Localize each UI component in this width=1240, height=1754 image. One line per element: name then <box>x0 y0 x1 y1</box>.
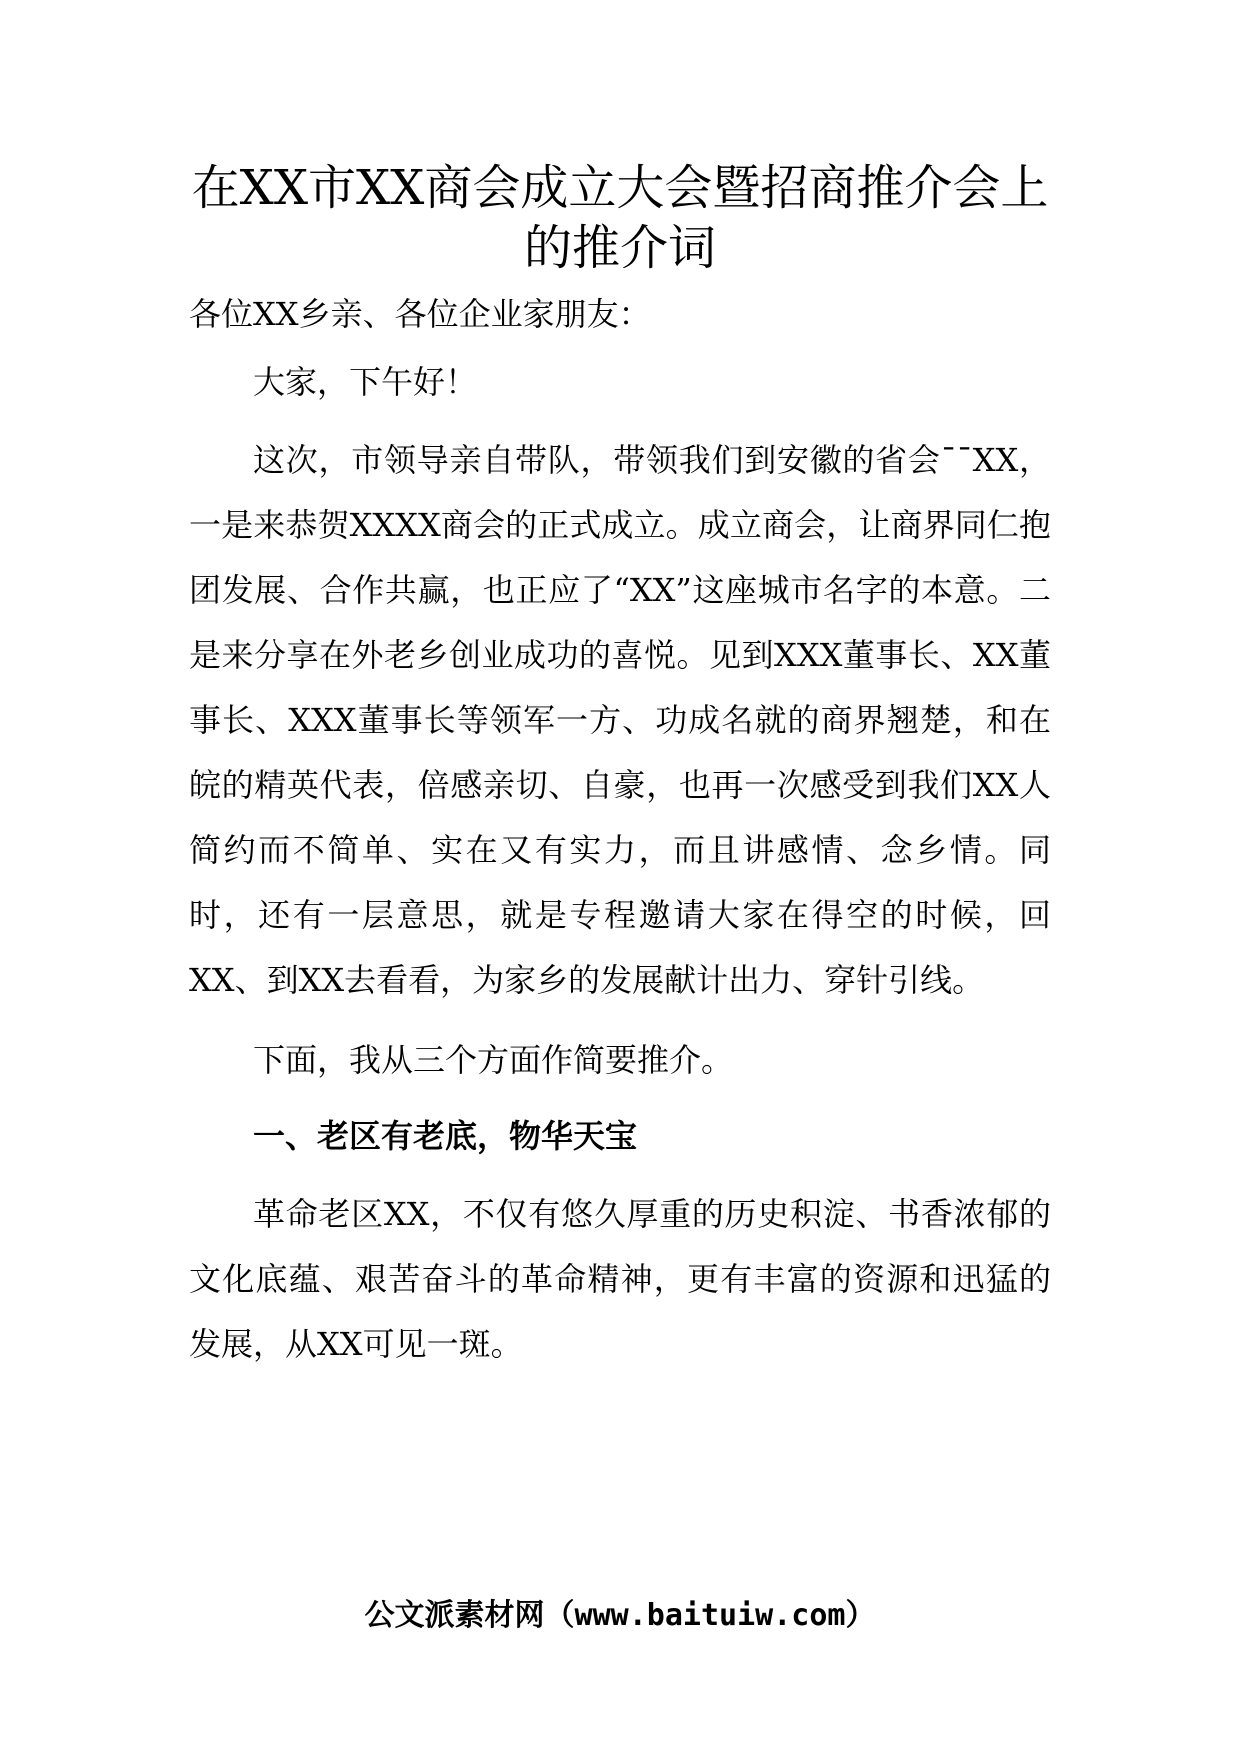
body-paragraph-2: 下面，我从三个方面作简要推介。 <box>253 1041 734 1079</box>
salutation: 各位XX乡亲、各位企业家朋友： <box>189 295 651 333</box>
document-title: 在XX市XX商会成立大会暨招商推介会上的推介词 <box>191 160 1049 276</box>
footer-open-paren: （ <box>544 1598 575 1633</box>
footer-watermark <box>0 1596 1240 1636</box>
footer-url: www.baituiw.com <box>574 1598 846 1633</box>
footer-close-paren: ） <box>845 1598 876 1633</box>
body-paragraph-3: 革命老区XX，不仅有悠久厚重的历史积淀、书香浓郁的文化底蕴、艰苦奋斗的革命精神，更有丰富的资源和迅猛的发展，从XX可见一斑。 <box>189 1195 1051 1363</box>
section-heading-1: 一、老区有老底，物华天宝 <box>253 1117 638 1155</box>
body-paragraph-1: 这次，市领导亲自带队，带领我们到安徽的省会¯¯XX，一是来恭贺XXXX商会的正式成立。成立商会，让商界同仁抱团发展、合作共赢，也正应了“XX”这座城市名字的本意。二是来分享在外老乡创业成功的喜悦。见到XXX董事长、XX董事长、XXX董事长等领军一方、功成名就的商界翘楚，和在皖的精英代表，倍感亲切、自豪，也再一次感受到我们XX人简约而不简单、实在又有实力，而且讲感情、念乡情。同时，还有一层意思，就是专程邀请大家在得空的时候，回XX、到XX去看看，为家乡的发展献计出力、穿针引线。 <box>189 441 1051 999</box>
greeting: 大家，下午好！ <box>253 363 478 401</box>
footer-site-name: 公文派素材网 <box>364 1598 545 1633</box>
